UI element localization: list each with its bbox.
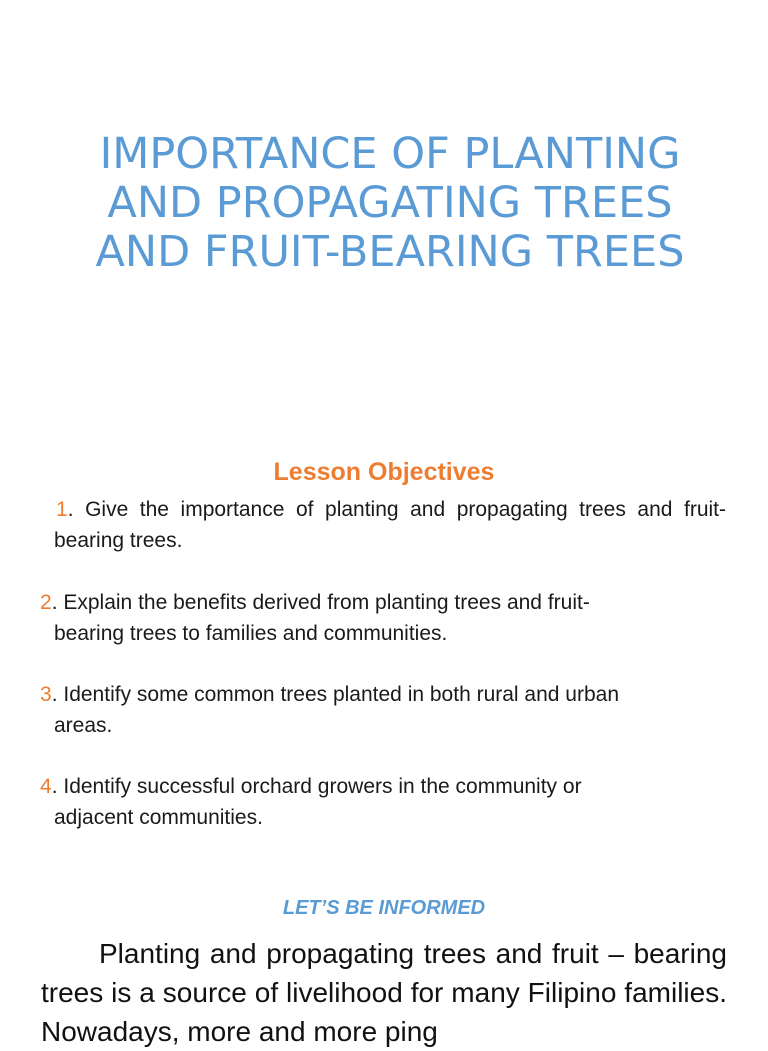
objective-text-1: . Give the importance of planting and propagating trees and fruit-bearing trees. bbox=[54, 498, 726, 552]
objective-text-4-line2: adjacent communities. bbox=[54, 806, 263, 829]
objective-text-3-line1: . Identify some common trees planted in both rural and urban bbox=[51, 683, 620, 706]
objective-item-4 bbox=[40, 771, 726, 833]
body-paragraph: Planting and propagating trees and fruit – bearing trees is a source of livelihood for many Filipino families. Nowadays, more and more ping bbox=[41, 938, 727, 1047]
objective-number-1: 1 bbox=[56, 498, 68, 521]
objective-item-2 bbox=[40, 587, 726, 649]
objective-number-2: 2 bbox=[40, 591, 52, 614]
objective-item-3 bbox=[40, 679, 726, 741]
objective-text-2-line2: bearing trees to families and communities. bbox=[54, 622, 448, 645]
page-title: IMPORTANCE OF PLANTING AND PROPAGATING TREES AND FRUIT-BEARING TREES bbox=[95, 129, 685, 277]
objective-text-2-line1: . Explain the benefits derived from planting trees and fruit- bbox=[51, 591, 590, 614]
objective-text-4-line1: . Identify successful orchard growers in the community or bbox=[51, 775, 582, 798]
lesson-objectives-heading: Lesson Objectives bbox=[273, 458, 495, 486]
objective-number-3: 3 bbox=[40, 683, 52, 706]
objective-item-1 bbox=[40, 494, 726, 556]
objective-number-4: 4 bbox=[40, 775, 52, 798]
objective-text-3-line2: areas. bbox=[54, 714, 113, 737]
lets-be-informed-heading: LET’S BE INFORMED bbox=[282, 897, 486, 919]
